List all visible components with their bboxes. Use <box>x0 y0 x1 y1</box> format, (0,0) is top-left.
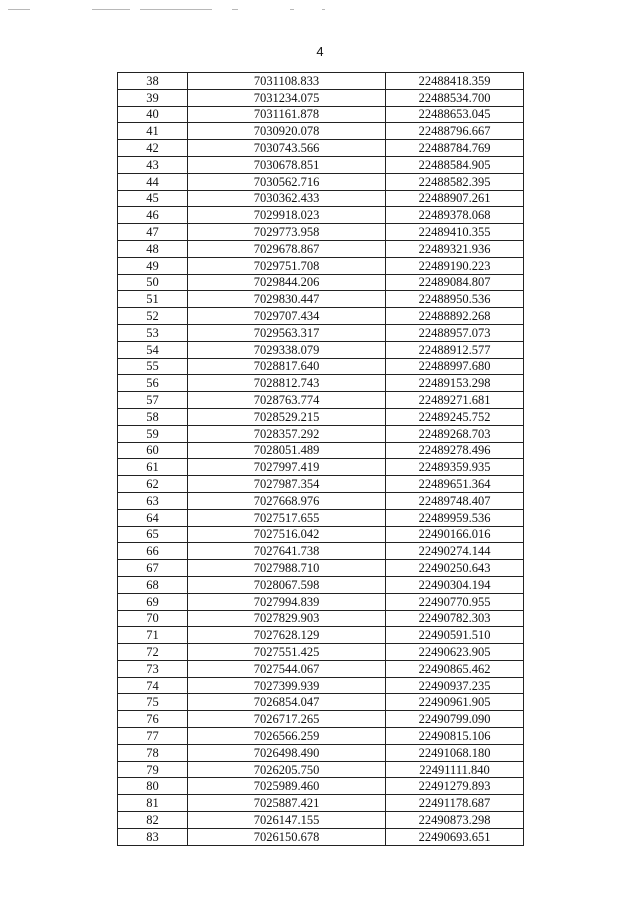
point-number-cell: 78 <box>118 744 188 761</box>
table-row <box>118 593 524 610</box>
point-number-cell: 62 <box>118 476 188 493</box>
x-coordinate-cell: 7027551.425 <box>188 644 386 661</box>
x-coordinate-cell: 7027399.939 <box>188 677 386 694</box>
y-coordinate-cell: 22490166.016 <box>386 526 524 543</box>
table-row <box>118 156 524 173</box>
point-number-cell: 41 <box>118 123 188 140</box>
table-row <box>118 795 524 812</box>
point-number-cell: 53 <box>118 324 188 341</box>
point-number-cell: 48 <box>118 240 188 257</box>
y-coordinate-cell: 22488997.680 <box>386 358 524 375</box>
table-row <box>118 106 524 123</box>
x-coordinate-cell: 7029563.317 <box>188 324 386 341</box>
y-coordinate-cell: 22490591.510 <box>386 627 524 644</box>
point-number-cell: 57 <box>118 392 188 409</box>
x-coordinate-cell: 7030362.433 <box>188 190 386 207</box>
table-row <box>118 459 524 476</box>
x-coordinate-cell: 7027668.976 <box>188 492 386 509</box>
table-row <box>118 257 524 274</box>
table-row <box>118 291 524 308</box>
table-row <box>118 240 524 257</box>
y-coordinate-cell: 22488584.905 <box>386 156 524 173</box>
x-coordinate-cell: 7025989.460 <box>188 778 386 795</box>
y-coordinate-cell: 22489271.681 <box>386 392 524 409</box>
y-coordinate-cell: 22490865.462 <box>386 660 524 677</box>
y-coordinate-cell: 22489153.298 <box>386 375 524 392</box>
x-coordinate-cell: 7030743.566 <box>188 140 386 157</box>
point-number-cell: 38 <box>118 73 188 90</box>
point-number-cell: 49 <box>118 257 188 274</box>
x-coordinate-cell: 7029918.023 <box>188 207 386 224</box>
point-number-cell: 64 <box>118 509 188 526</box>
table-row <box>118 526 524 543</box>
table-row <box>118 190 524 207</box>
x-coordinate-cell: 7028529.215 <box>188 408 386 425</box>
point-number-cell: 60 <box>118 442 188 459</box>
x-coordinate-cell: 7026717.265 <box>188 711 386 728</box>
table-row <box>118 610 524 627</box>
y-coordinate-cell: 22490815.106 <box>386 728 524 745</box>
table-row <box>118 761 524 778</box>
table-row <box>118 274 524 291</box>
x-coordinate-cell: 7027829.903 <box>188 610 386 627</box>
x-coordinate-cell: 7028051.489 <box>188 442 386 459</box>
point-number-cell: 56 <box>118 375 188 392</box>
x-coordinate-cell: 7028357.292 <box>188 425 386 442</box>
table-row <box>118 408 524 425</box>
table-row <box>118 560 524 577</box>
table-row <box>118 543 524 560</box>
x-coordinate-cell: 7027988.710 <box>188 560 386 577</box>
table-row <box>118 627 524 644</box>
y-coordinate-cell: 22490250.643 <box>386 560 524 577</box>
y-coordinate-cell: 22488534.700 <box>386 89 524 106</box>
x-coordinate-cell: 7029707.434 <box>188 308 386 325</box>
point-number-cell: 77 <box>118 728 188 745</box>
point-number-cell: 80 <box>118 778 188 795</box>
table-row <box>118 173 524 190</box>
table-row <box>118 442 524 459</box>
table-row <box>118 123 524 140</box>
x-coordinate-cell: 7030562.716 <box>188 173 386 190</box>
x-coordinate-cell: 7031234.075 <box>188 89 386 106</box>
y-coordinate-cell: 22489748.407 <box>386 492 524 509</box>
table-row <box>118 224 524 241</box>
table-row <box>118 308 524 325</box>
point-number-cell: 71 <box>118 627 188 644</box>
y-coordinate-cell: 22488784.769 <box>386 140 524 157</box>
y-coordinate-cell: 22488653.045 <box>386 106 524 123</box>
point-number-cell: 75 <box>118 694 188 711</box>
coordinates-table-body <box>118 73 524 846</box>
x-coordinate-cell: 7027516.042 <box>188 526 386 543</box>
point-number-cell: 59 <box>118 425 188 442</box>
y-coordinate-cell: 22488950.536 <box>386 291 524 308</box>
y-coordinate-cell: 22489268.703 <box>386 425 524 442</box>
point-number-cell: 42 <box>118 140 188 157</box>
point-number-cell: 67 <box>118 560 188 577</box>
point-number-cell: 74 <box>118 677 188 694</box>
x-coordinate-cell: 7029844.206 <box>188 274 386 291</box>
y-coordinate-cell: 22490799.090 <box>386 711 524 728</box>
point-number-cell: 65 <box>118 526 188 543</box>
y-coordinate-cell: 22488582.395 <box>386 173 524 190</box>
y-coordinate-cell: 22490623.905 <box>386 644 524 661</box>
y-coordinate-cell: 22491111.840 <box>386 761 524 778</box>
x-coordinate-cell: 7026854.047 <box>188 694 386 711</box>
x-coordinate-cell: 7026150.678 <box>188 828 386 845</box>
y-coordinate-cell: 22489190.223 <box>386 257 524 274</box>
x-coordinate-cell: 7025887.421 <box>188 795 386 812</box>
x-coordinate-cell: 7028763.774 <box>188 392 386 409</box>
point-number-cell: 50 <box>118 274 188 291</box>
table-row <box>118 828 524 845</box>
y-coordinate-cell: 22488796.667 <box>386 123 524 140</box>
x-coordinate-cell: 7026147.155 <box>188 812 386 829</box>
point-number-cell: 83 <box>118 828 188 845</box>
y-coordinate-cell: 22490961.905 <box>386 694 524 711</box>
point-number-cell: 82 <box>118 812 188 829</box>
table-row <box>118 778 524 795</box>
x-coordinate-cell: 7027641.738 <box>188 543 386 560</box>
table-row <box>118 140 524 157</box>
point-number-cell: 81 <box>118 795 188 812</box>
y-coordinate-cell: 22491068.180 <box>386 744 524 761</box>
page-number: 4 <box>316 44 324 59</box>
point-number-cell: 52 <box>118 308 188 325</box>
y-coordinate-cell: 22489359.935 <box>386 459 524 476</box>
y-coordinate-cell: 22489278.496 <box>386 442 524 459</box>
point-number-cell: 46 <box>118 207 188 224</box>
point-number-cell: 43 <box>118 156 188 173</box>
table-row <box>118 476 524 493</box>
y-coordinate-cell: 22489651.364 <box>386 476 524 493</box>
y-coordinate-cell: 22491178.687 <box>386 795 524 812</box>
point-number-cell: 76 <box>118 711 188 728</box>
table-row <box>118 89 524 106</box>
point-number-cell: 68 <box>118 576 188 593</box>
x-coordinate-cell: 7028817.640 <box>188 358 386 375</box>
x-coordinate-cell: 7027517.655 <box>188 509 386 526</box>
table-row <box>118 812 524 829</box>
point-number-cell: 40 <box>118 106 188 123</box>
table-row <box>118 711 524 728</box>
x-coordinate-cell: 7027987.354 <box>188 476 386 493</box>
point-number-cell: 55 <box>118 358 188 375</box>
point-number-cell: 47 <box>118 224 188 241</box>
x-coordinate-cell: 7030678.851 <box>188 156 386 173</box>
x-coordinate-cell: 7026205.750 <box>188 761 386 778</box>
y-coordinate-cell: 22489410.355 <box>386 224 524 241</box>
x-coordinate-cell: 7027628.129 <box>188 627 386 644</box>
table-row <box>118 576 524 593</box>
table-row <box>118 694 524 711</box>
table-row <box>118 425 524 442</box>
y-coordinate-cell: 22488907.261 <box>386 190 524 207</box>
point-number-cell: 39 <box>118 89 188 106</box>
table-row <box>118 73 524 90</box>
x-coordinate-cell: 7028067.598 <box>188 576 386 593</box>
table-row <box>118 358 524 375</box>
y-coordinate-cell: 22490274.144 <box>386 543 524 560</box>
y-coordinate-cell: 22490937.235 <box>386 677 524 694</box>
x-coordinate-cell: 7029830.447 <box>188 291 386 308</box>
table-row <box>118 324 524 341</box>
point-number-cell: 66 <box>118 543 188 560</box>
x-coordinate-cell: 7026566.259 <box>188 728 386 745</box>
y-coordinate-cell: 22490693.651 <box>386 828 524 845</box>
point-number-cell: 54 <box>118 341 188 358</box>
point-number-cell: 79 <box>118 761 188 778</box>
table-row <box>118 341 524 358</box>
scan-artifact <box>0 9 640 13</box>
x-coordinate-cell: 7029773.958 <box>188 224 386 241</box>
point-number-cell: 69 <box>118 593 188 610</box>
x-coordinate-cell: 7031161.878 <box>188 106 386 123</box>
table-row <box>118 728 524 745</box>
y-coordinate-cell: 22488892.268 <box>386 308 524 325</box>
table-row <box>118 207 524 224</box>
point-number-cell: 51 <box>118 291 188 308</box>
y-coordinate-cell: 22489321.936 <box>386 240 524 257</box>
x-coordinate-cell: 7027994.839 <box>188 593 386 610</box>
y-coordinate-cell: 22488957.073 <box>386 324 524 341</box>
point-number-cell: 72 <box>118 644 188 661</box>
x-coordinate-cell: 7029338.079 <box>188 341 386 358</box>
y-coordinate-cell: 22489378.068 <box>386 207 524 224</box>
x-coordinate-cell: 7026498.490 <box>188 744 386 761</box>
table-row <box>118 492 524 509</box>
x-coordinate-cell: 7031108.833 <box>188 73 386 90</box>
point-number-cell: 63 <box>118 492 188 509</box>
table-row <box>118 375 524 392</box>
x-coordinate-cell: 7029751.708 <box>188 257 386 274</box>
y-coordinate-cell: 22490770.955 <box>386 593 524 610</box>
table-row <box>118 677 524 694</box>
table-row <box>118 644 524 661</box>
point-number-cell: 70 <box>118 610 188 627</box>
coordinates-table <box>117 72 524 846</box>
table-row <box>118 744 524 761</box>
point-number-cell: 45 <box>118 190 188 207</box>
point-number-cell: 73 <box>118 660 188 677</box>
table-row <box>118 509 524 526</box>
x-coordinate-cell: 7030920.078 <box>188 123 386 140</box>
point-number-cell: 61 <box>118 459 188 476</box>
y-coordinate-cell: 22488912.577 <box>386 341 524 358</box>
x-coordinate-cell: 7027544.067 <box>188 660 386 677</box>
y-coordinate-cell: 22490304.194 <box>386 576 524 593</box>
y-coordinate-cell: 22489084.807 <box>386 274 524 291</box>
y-coordinate-cell: 22490873.298 <box>386 812 524 829</box>
y-coordinate-cell: 22491279.893 <box>386 778 524 795</box>
y-coordinate-cell: 22488418.359 <box>386 73 524 90</box>
y-coordinate-cell: 22489245.752 <box>386 408 524 425</box>
point-number-cell: 58 <box>118 408 188 425</box>
point-number-cell: 44 <box>118 173 188 190</box>
y-coordinate-cell: 22490782.303 <box>386 610 524 627</box>
x-coordinate-cell: 7027997.419 <box>188 459 386 476</box>
x-coordinate-cell: 7028812.743 <box>188 375 386 392</box>
table-row <box>118 660 524 677</box>
y-coordinate-cell: 22489959.536 <box>386 509 524 526</box>
table-row <box>118 392 524 409</box>
x-coordinate-cell: 7029678.867 <box>188 240 386 257</box>
